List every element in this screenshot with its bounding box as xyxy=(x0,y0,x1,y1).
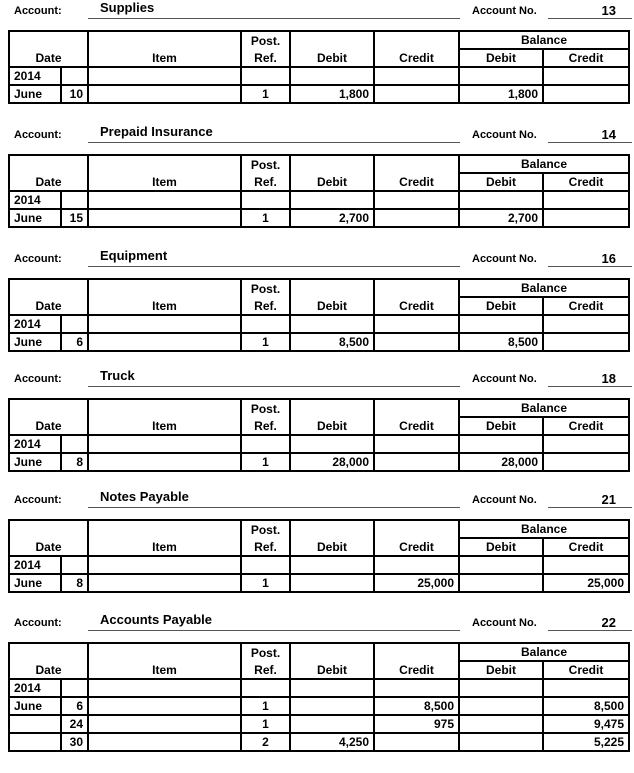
empty-cell xyxy=(374,67,459,85)
header-row-1 xyxy=(9,520,629,538)
ledger-table xyxy=(8,519,630,593)
header-row-1 xyxy=(9,643,629,661)
col-header-post: Post. xyxy=(241,643,290,661)
entry-item xyxy=(88,453,241,471)
entry-credit xyxy=(374,733,459,751)
account-number: 14 xyxy=(601,127,616,142)
entry-credit: 8,500 xyxy=(374,697,459,715)
entry-month: June xyxy=(9,85,61,103)
entry-item xyxy=(88,715,241,733)
entry-day: 15 xyxy=(61,209,88,227)
col-header-debit: Debit xyxy=(290,31,374,67)
account-label: Account: xyxy=(14,373,62,385)
col-header-post: Post. xyxy=(241,31,290,49)
entry-credit xyxy=(374,209,459,227)
col-header-debit: Debit xyxy=(290,155,374,191)
year-row xyxy=(9,315,629,333)
col-header-balance-credit: Credit xyxy=(543,661,629,679)
entry-debit: 8,500 xyxy=(290,333,374,351)
account-label: Account: xyxy=(14,494,62,506)
empty-cell xyxy=(88,556,241,574)
empty-cell xyxy=(459,191,543,209)
header-row-1 xyxy=(9,399,629,417)
empty-cell xyxy=(241,679,290,697)
empty-cell xyxy=(241,435,290,453)
ledger-account xyxy=(0,368,634,469)
empty-cell xyxy=(459,556,543,574)
empty-cell xyxy=(61,191,88,209)
col-header-balance: Balance xyxy=(459,399,629,417)
empty-cell xyxy=(290,679,374,697)
empty-cell xyxy=(61,67,88,85)
col-header-balance: Balance xyxy=(459,31,629,49)
col-header-balance-debit: Debit xyxy=(459,297,543,315)
entry-credit xyxy=(374,333,459,351)
entry-post-ref: 1 xyxy=(241,715,290,733)
col-header-balance: Balance xyxy=(459,643,629,661)
empty-cell xyxy=(88,315,241,333)
account-label: Account: xyxy=(14,129,62,141)
col-header-balance-credit: Credit xyxy=(543,417,629,435)
empty-cell xyxy=(374,556,459,574)
account-label: Account: xyxy=(14,5,62,17)
account-no-label: Account No. xyxy=(472,129,537,141)
empty-cell xyxy=(241,67,290,85)
entry-month xyxy=(9,733,61,751)
account-label: Account: xyxy=(14,617,62,629)
entry-balance-debit: 8,500 xyxy=(459,333,543,351)
entry-day: 24 xyxy=(61,715,88,733)
entry-balance-credit xyxy=(543,85,629,103)
year-row xyxy=(9,679,629,697)
account-number-underline xyxy=(548,142,632,143)
account-no-label: Account No. xyxy=(472,5,537,17)
entry-item xyxy=(88,85,241,103)
entry-balance-credit: 8,500 xyxy=(543,697,629,715)
empty-cell xyxy=(88,191,241,209)
empty-cell xyxy=(290,67,374,85)
entry-balance-credit: 5,225 xyxy=(543,733,629,751)
year-row xyxy=(9,556,629,574)
col-header-item: Item xyxy=(88,643,241,679)
year-row xyxy=(9,191,629,209)
account-name: Supplies xyxy=(100,0,155,15)
ledger-account xyxy=(0,612,634,749)
col-header-date: Date xyxy=(9,520,88,556)
col-header-credit: Credit xyxy=(374,155,459,191)
account-number: 18 xyxy=(601,371,616,386)
entry-debit: 4,250 xyxy=(290,733,374,751)
col-header-balance: Balance xyxy=(459,279,629,297)
entry-month: June xyxy=(9,209,61,227)
empty-cell xyxy=(241,556,290,574)
entry-credit: 975 xyxy=(374,715,459,733)
entry-row xyxy=(9,453,629,471)
col-header-debit: Debit xyxy=(290,643,374,679)
entry-credit xyxy=(374,453,459,471)
entry-post-ref: 2 xyxy=(241,733,290,751)
empty-cell xyxy=(459,679,543,697)
col-header-date: Date xyxy=(9,31,88,67)
col-header-credit: Credit xyxy=(374,399,459,435)
account-name-underline xyxy=(88,630,460,631)
col-header-balance-credit: Credit xyxy=(543,538,629,556)
entry-row xyxy=(9,574,629,592)
account-no-label: Account No. xyxy=(472,373,537,385)
empty-cell xyxy=(459,315,543,333)
entry-day: 6 xyxy=(61,697,88,715)
empty-cell xyxy=(61,679,88,697)
account-header xyxy=(0,0,634,30)
entry-balance-credit xyxy=(543,333,629,351)
col-header-debit: Debit xyxy=(290,520,374,556)
col-header-balance-debit: Debit xyxy=(459,49,543,67)
year-cell: 2014 xyxy=(9,315,61,333)
col-header-date: Date xyxy=(9,279,88,315)
empty-cell xyxy=(88,67,241,85)
empty-cell xyxy=(374,679,459,697)
empty-cell xyxy=(290,435,374,453)
col-header-credit: Credit xyxy=(374,279,459,315)
ledger-table xyxy=(8,30,630,104)
entry-day: 30 xyxy=(61,733,88,751)
ledger-table xyxy=(8,278,630,352)
col-header-balance-debit: Debit xyxy=(459,173,543,191)
col-header-ref: Ref. xyxy=(241,538,290,556)
year-cell: 2014 xyxy=(9,556,61,574)
entry-balance-credit xyxy=(543,209,629,227)
ledger-account xyxy=(0,489,634,590)
account-name: Accounts Payable xyxy=(100,612,212,627)
empty-cell xyxy=(374,435,459,453)
account-number: 22 xyxy=(601,615,616,630)
entry-day: 8 xyxy=(61,574,88,592)
entry-balance-debit: 28,000 xyxy=(459,453,543,471)
account-no-label: Account No. xyxy=(472,617,537,629)
empty-cell xyxy=(543,67,629,85)
entry-item xyxy=(88,697,241,715)
entry-debit: 1,800 xyxy=(290,85,374,103)
col-header-ref: Ref. xyxy=(241,49,290,67)
col-header-balance-credit: Credit xyxy=(543,49,629,67)
entry-credit: 25,000 xyxy=(374,574,459,592)
account-number: 21 xyxy=(601,492,616,507)
account-header xyxy=(0,368,634,398)
entry-debit: 2,700 xyxy=(290,209,374,227)
account-name: Equipment xyxy=(100,248,168,263)
header-row-1 xyxy=(9,279,629,297)
account-header xyxy=(0,489,634,519)
col-header-balance-debit: Debit xyxy=(459,417,543,435)
account-number-underline xyxy=(548,18,632,19)
entry-item xyxy=(88,333,241,351)
entry-row xyxy=(9,85,629,103)
entry-post-ref: 1 xyxy=(241,697,290,715)
empty-cell xyxy=(241,315,290,333)
account-number-underline xyxy=(548,630,632,631)
entry-post-ref: 1 xyxy=(241,333,290,351)
account-no-label: Account No. xyxy=(472,253,537,265)
col-header-balance-credit: Credit xyxy=(543,297,629,315)
entry-month xyxy=(9,715,61,733)
account-name-underline xyxy=(88,386,460,387)
entry-balance-credit xyxy=(543,453,629,471)
account-name: Truck xyxy=(100,368,135,383)
col-header-post: Post. xyxy=(241,520,290,538)
entry-row xyxy=(9,697,629,715)
entry-balance-debit xyxy=(459,574,543,592)
account-number-underline xyxy=(548,266,632,267)
header-row-1 xyxy=(9,155,629,173)
ledger-table xyxy=(8,642,630,752)
ledger-table xyxy=(8,154,630,228)
empty-cell xyxy=(290,556,374,574)
col-header-balance: Balance xyxy=(459,520,629,538)
empty-cell xyxy=(543,191,629,209)
col-header-post: Post. xyxy=(241,279,290,297)
entry-debit xyxy=(290,715,374,733)
entry-post-ref: 1 xyxy=(241,85,290,103)
account-name-underline xyxy=(88,142,460,143)
col-header-credit: Credit xyxy=(374,520,459,556)
col-header-ref: Ref. xyxy=(241,173,290,191)
col-header-item: Item xyxy=(88,279,241,315)
account-name-underline xyxy=(88,18,460,19)
empty-cell xyxy=(543,315,629,333)
year-cell: 2014 xyxy=(9,191,61,209)
entry-row xyxy=(9,333,629,351)
entry-day: 6 xyxy=(61,333,88,351)
empty-cell xyxy=(61,556,88,574)
year-row xyxy=(9,67,629,85)
entry-balance-debit xyxy=(459,697,543,715)
col-header-balance-credit: Credit xyxy=(543,173,629,191)
entry-debit: 28,000 xyxy=(290,453,374,471)
account-name-underline xyxy=(88,266,460,267)
entry-post-ref: 1 xyxy=(241,574,290,592)
entry-item xyxy=(88,209,241,227)
col-header-item: Item xyxy=(88,399,241,435)
col-header-balance: Balance xyxy=(459,155,629,173)
entry-post-ref: 1 xyxy=(241,209,290,227)
year-cell: 2014 xyxy=(9,435,61,453)
empty-cell xyxy=(543,679,629,697)
col-header-credit: Credit xyxy=(374,643,459,679)
col-header-debit: Debit xyxy=(290,279,374,315)
empty-cell xyxy=(241,191,290,209)
account-label: Account: xyxy=(14,253,62,265)
account-name-underline xyxy=(88,507,460,508)
entry-balance-debit xyxy=(459,733,543,751)
entry-day: 10 xyxy=(61,85,88,103)
col-header-date: Date xyxy=(9,399,88,435)
col-header-post: Post. xyxy=(241,399,290,417)
col-header-debit: Debit xyxy=(290,399,374,435)
account-name: Prepaid Insurance xyxy=(100,124,213,139)
entry-month: June xyxy=(9,574,61,592)
entry-balance-credit: 25,000 xyxy=(543,574,629,592)
year-cell: 2014 xyxy=(9,679,61,697)
empty-cell xyxy=(88,679,241,697)
col-header-item: Item xyxy=(88,520,241,556)
account-no-label: Account No. xyxy=(472,494,537,506)
entry-credit xyxy=(374,85,459,103)
col-header-date: Date xyxy=(9,155,88,191)
entry-item xyxy=(88,733,241,751)
ledger-table xyxy=(8,398,630,472)
empty-cell xyxy=(459,435,543,453)
entry-row xyxy=(9,715,629,733)
col-header-balance-debit: Debit xyxy=(459,538,543,556)
empty-cell xyxy=(290,315,374,333)
entry-month: June xyxy=(9,333,61,351)
entry-balance-debit: 1,800 xyxy=(459,85,543,103)
entry-day: 8 xyxy=(61,453,88,471)
col-header-date: Date xyxy=(9,643,88,679)
empty-cell xyxy=(543,435,629,453)
account-header xyxy=(0,124,634,154)
header-row-1 xyxy=(9,31,629,49)
empty-cell xyxy=(543,556,629,574)
year-cell: 2014 xyxy=(9,67,61,85)
col-header-credit: Credit xyxy=(374,31,459,67)
entry-balance-debit xyxy=(459,715,543,733)
empty-cell xyxy=(459,67,543,85)
year-row xyxy=(9,435,629,453)
col-header-item: Item xyxy=(88,155,241,191)
entry-balance-debit: 2,700 xyxy=(459,209,543,227)
empty-cell xyxy=(374,315,459,333)
account-name: Notes Payable xyxy=(100,489,189,504)
col-header-post: Post. xyxy=(241,155,290,173)
account-number: 13 xyxy=(601,3,616,18)
account-number-underline xyxy=(548,386,632,387)
entry-row xyxy=(9,209,629,227)
account-header xyxy=(0,612,634,642)
entry-item xyxy=(88,574,241,592)
entry-month: June xyxy=(9,453,61,471)
entry-debit xyxy=(290,697,374,715)
col-header-balance-debit: Debit xyxy=(459,661,543,679)
col-header-item: Item xyxy=(88,31,241,67)
ledger-account xyxy=(0,124,634,225)
empty-cell xyxy=(61,435,88,453)
entry-debit xyxy=(290,574,374,592)
empty-cell xyxy=(61,315,88,333)
account-number: 16 xyxy=(601,251,616,266)
empty-cell xyxy=(290,191,374,209)
empty-cell xyxy=(374,191,459,209)
col-header-ref: Ref. xyxy=(241,661,290,679)
empty-cell xyxy=(88,435,241,453)
account-header xyxy=(0,248,634,278)
col-header-ref: Ref. xyxy=(241,297,290,315)
entry-balance-credit: 9,475 xyxy=(543,715,629,733)
entry-month: June xyxy=(9,697,61,715)
account-number-underline xyxy=(548,507,632,508)
col-header-ref: Ref. xyxy=(241,417,290,435)
entry-row xyxy=(9,733,629,751)
ledger-account xyxy=(0,248,634,349)
ledger-account xyxy=(0,0,634,101)
entry-post-ref: 1 xyxy=(241,453,290,471)
